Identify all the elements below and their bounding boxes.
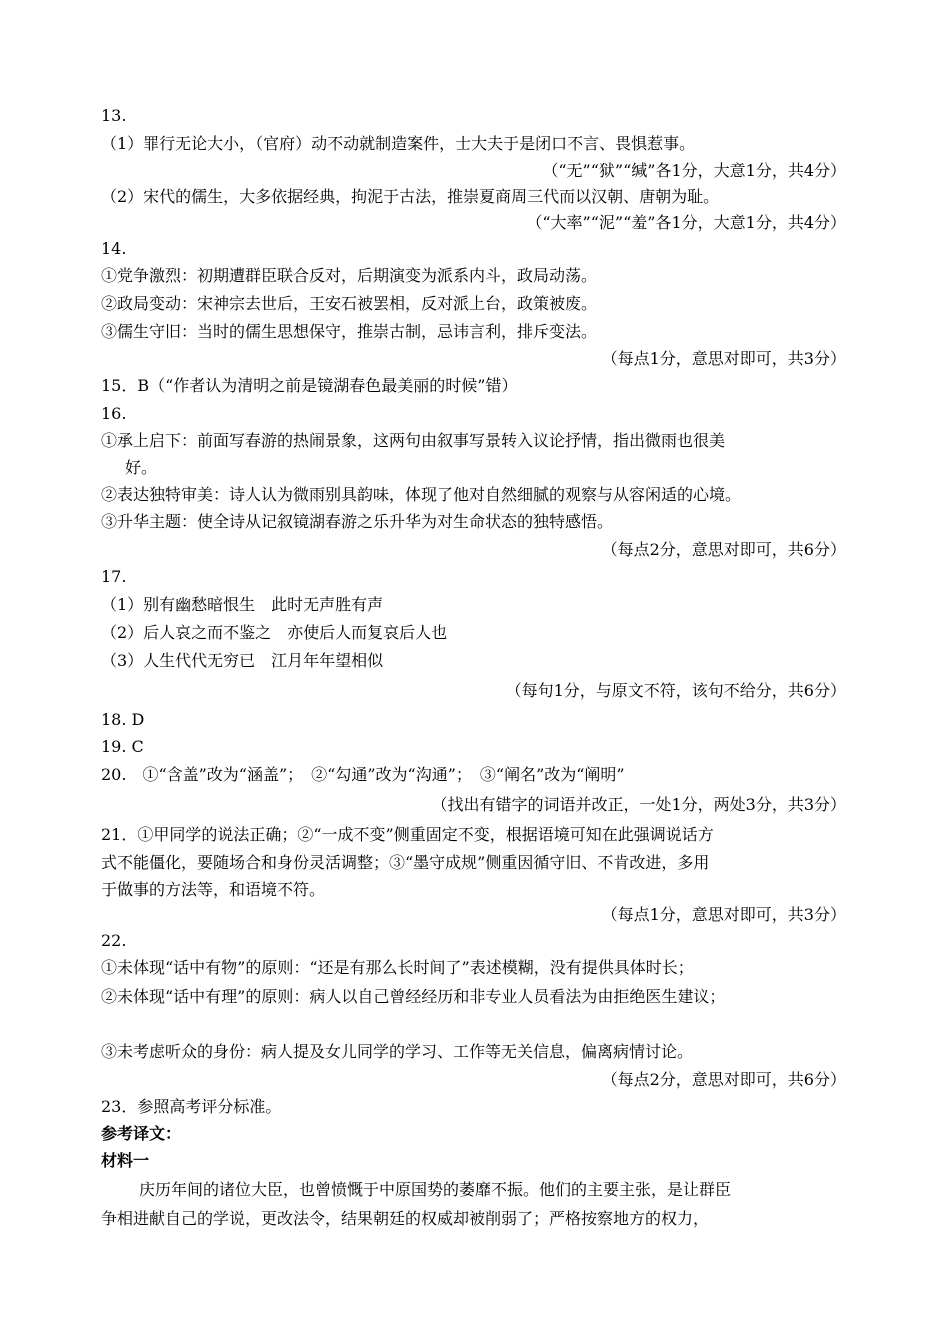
- q21-score: （每点1分，意思对即可，共3分）: [601, 905, 846, 924]
- q13-answer-2: （2）宋代的儒生，大多依据经典，拘泥于古法，推崇夏商周三代而以汉朝、唐朝为耻。: [101, 187, 720, 206]
- q13-score-2: （“大率”“泥”“羞”各1分，大意1分，共4分）: [526, 213, 846, 232]
- q21-line-1: 21．①甲同学的说法正确；②“一成不变”侧重固定不变，根据语境可知在此强调说话方: [101, 825, 714, 844]
- q16-point-3: ③升华主题：使全诗从记叙镜湖春游之乐升华为对生命状态的独特感悟。: [101, 512, 614, 531]
- q16-number: 16.: [101, 404, 127, 423]
- q17-score: （每句1分，与原文不符，该句不给分，共6分）: [505, 681, 846, 700]
- q22-point-2: ②未体现“话中有理”的原则：病人以自己曾经经历和非专业人员看法为由拒绝医生建议；: [101, 987, 726, 1006]
- q13-answer-1: （1）罪行无论大小，（官府）动不动就制造案件，士大夫于是闭口不言、畏惧惹事。: [101, 134, 696, 153]
- material-one-heading: 材料一: [101, 1151, 150, 1170]
- q13-number: 13.: [101, 106, 127, 125]
- q17-line-3: （3）人生代代无穷已 江月年年望相似: [101, 651, 384, 670]
- q17-line-2: （2）后人哀之而不鉴之 亦使后人而复哀后人也: [101, 623, 448, 642]
- q22-number: 22.: [101, 931, 127, 950]
- q14-point-1: ①党争激烈：初期遭群臣联合反对，后期演变为派系内斗，政局动荡。: [101, 266, 598, 285]
- q15-answer: 15．B（“作者认为清明之前是镜湖春色最美丽的时候”错）: [101, 376, 518, 395]
- q17-line-1: （1）别有幽愁暗恨生 此时无声胜有声: [101, 595, 384, 614]
- translation-heading: 参考译文：: [101, 1124, 182, 1143]
- q19-answer: 19. C: [101, 737, 144, 756]
- q21-line-2: 式不能僵化，要随场合和身份灵活调整；③“墨守成规”侧重因循守旧、不肯改进，多用: [101, 853, 710, 872]
- q16-score: （每点2分，意思对即可，共6分）: [601, 540, 846, 559]
- q16-point-1-cont: 好。: [125, 458, 158, 477]
- q14-point-3: ③儒生守旧：当时的儒生思想保守，推崇古制，忌讳言利，排斥变法。: [101, 322, 598, 341]
- q14-number: 14.: [101, 239, 127, 258]
- q22-score: （每点2分，意思对即可，共6分）: [601, 1070, 846, 1089]
- q14-point-2: ②政局变动：宋神宗去世后，王安石被罢相，反对派上台，政策被废。: [101, 294, 598, 313]
- q18-answer: 18. D: [101, 710, 145, 729]
- q22-point-1: ①未体现“话中有物”的原则：“还是有那么长时间了”表述模糊，没有提供具体时长；: [101, 958, 694, 977]
- q13-score-1: （“无”“狱”“缄”各1分，大意1分，共4分）: [542, 161, 846, 180]
- q17-number: 17.: [101, 567, 127, 586]
- q16-point-1: ①承上启下：前面写春游的热闹景象，这两句由叙事写景转入议论抒情，指出微雨也很美: [101, 431, 726, 450]
- translation-line-1: 庆历年间的诸位大臣，也曾愤慨于中原国势的萎靡不振。他们的主要主张，是让群臣: [139, 1180, 732, 1199]
- translation-line-2: 争相进献自己的学说，更改法令，结果朝廷的权威却被削弱了；严格按察地方的权力，: [101, 1209, 710, 1228]
- q23-answer: 23．参照高考评分标准。: [101, 1097, 282, 1116]
- q22-point-3: ③未考虑听众的身份：病人提及女儿同学的学习、工作等无关信息，偏离病情讨论。: [101, 1042, 694, 1061]
- q20-score: （找出有错字的词语并改正，一处1分，两处3分，共3分）: [431, 795, 846, 814]
- q20-answer: 20. ①“含盖”改为“涵盖”； ②“勾通”改为“沟通”； ③“阐名”改为“阐明”: [101, 765, 625, 784]
- q14-score: （每点1分，意思对即可，共3分）: [601, 349, 846, 368]
- q16-point-2: ②表达独特审美：诗人认为微雨别具韵味，体现了他对自然细腻的观察与从容闲适的心境。: [101, 485, 742, 504]
- q21-line-3: 于做事的方法等，和语境不符。: [101, 880, 326, 899]
